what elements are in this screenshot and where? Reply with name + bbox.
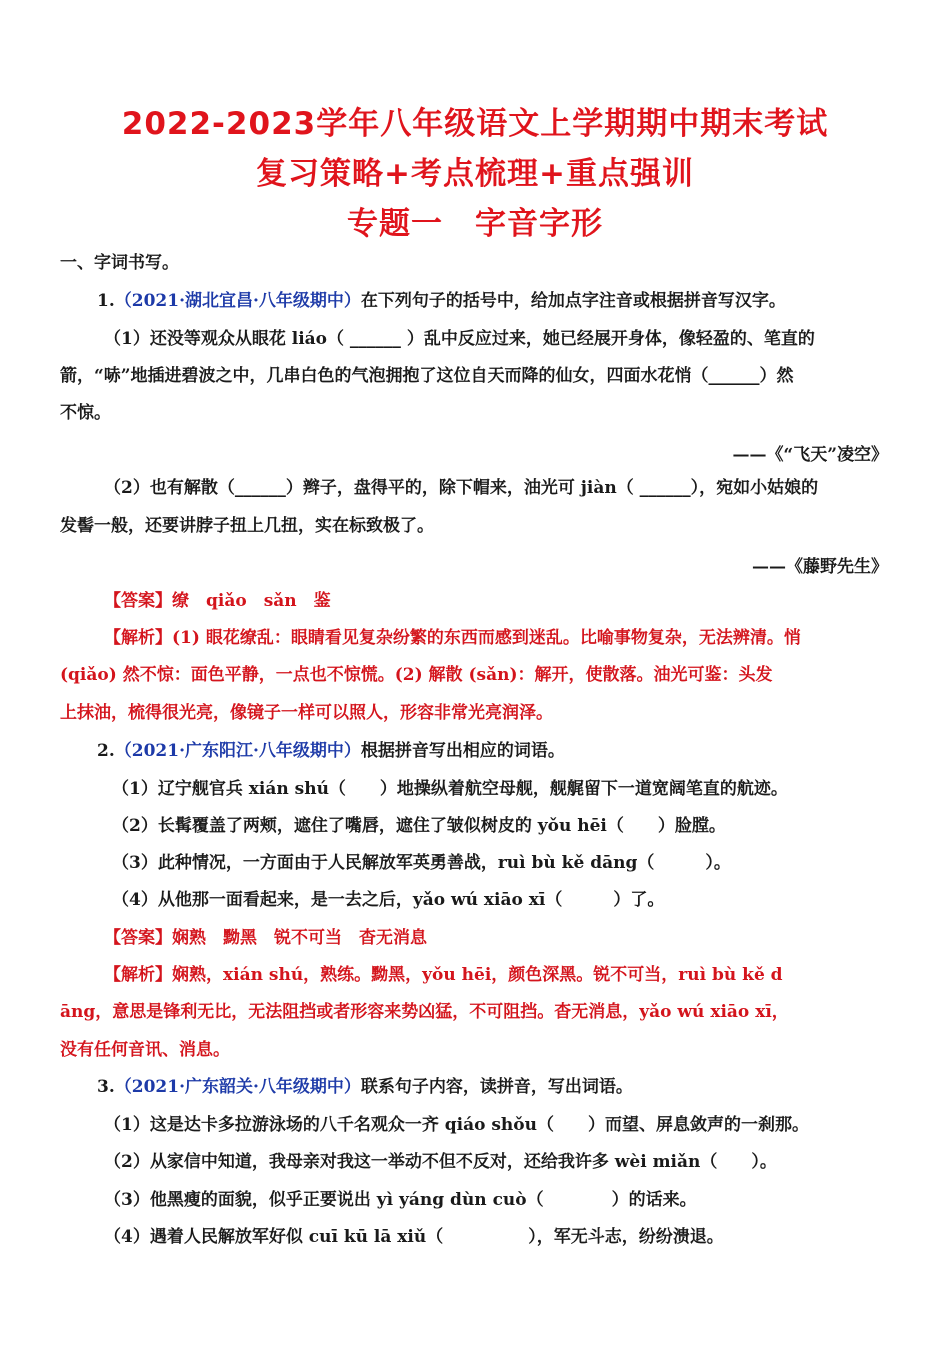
q2-item: （4）从他那一面看起来，是一去之后，yǎo wú xiāo xī（ ）了。 bbox=[112, 890, 665, 910]
q3-item: （4）遇着人民解放军好似 cuī kū lā xiǔ（ ），军无斗志，纷纷溃退。 bbox=[104, 1227, 724, 1247]
q1-text-line: 不惊。 bbox=[60, 403, 111, 423]
q1-citation: ——《藤野先生》 bbox=[752, 557, 888, 577]
title-topic: 专题一 字音字形 bbox=[347, 206, 603, 242]
question-source: （2021·广东阳江·八年级期中） bbox=[114, 741, 361, 761]
question-stem: 在下列句子的括号中，给加点字注音或根据拼音写汉字。 bbox=[360, 291, 786, 311]
question-source: （2021·湖北宜昌·八年级期中） bbox=[114, 291, 361, 311]
q3-item: （1）这是达卡多拉游泳场的八千名观众一齐 qiáo shǒu（ ）而望、屏息敛声的一刹那。 bbox=[104, 1115, 809, 1135]
q1-text-line: （2）也有解散（______）辫子，盘得平的，除下帽来，油光可 jiàn（ ______），宛如小姑娘的 bbox=[104, 478, 819, 498]
question-stem: 联系句子内容，读拼音，写出词语。 bbox=[360, 1077, 633, 1097]
q1-answer: 【答案】缭 qiǎo sǎn 鉴 bbox=[104, 591, 331, 611]
q1-text-line: 发髻一般，还要讲脖子扭上几扭，实在标致极了。 bbox=[60, 516, 434, 536]
q1-citation: ——《“飞天”凌空》 bbox=[732, 445, 888, 465]
question-stem: 根据拼音写出相应的词语。 bbox=[360, 741, 565, 761]
q2-item: （2）长髯覆盖了两颊，遮住了嘴唇，遮住了皱似树皮的 yǒu hēi（ ）脸膛。 bbox=[112, 816, 726, 836]
question-number: 1. bbox=[97, 291, 115, 311]
section-heading: 一、字词书写。 bbox=[60, 253, 179, 273]
q1-text-line: 箭，“哧”地插进碧波之中，几串白色的气泡拥抱了这位自天而降的仙女，四面水花悄（______）然 bbox=[60, 366, 794, 386]
q2-item: （3）此种情况，一方面由于人民解放军英勇善战，ruì bù kě dāng（ ）。 bbox=[112, 853, 731, 873]
q1-text-line: （1）还没等观众从眼花 liáo（ ______ ）乱中反应过来，她已经展开身体，像轻盈的、笔直的 bbox=[104, 329, 815, 349]
q2-answer: 【答案】娴熟 黝黑 锐不可当 杳无消息 bbox=[104, 928, 427, 948]
q1-analysis-line: 【解析】(1) 眼花缭乱：眼睛看见复杂纷繁的东西而感到迷乱。比喻事物复杂，无法辨清。悄 bbox=[104, 628, 801, 648]
question-number: 3. bbox=[97, 1077, 115, 1097]
question-3 bbox=[97, 1076, 633, 1098]
title-sub: 复习策略+考点梳理+重点强训 bbox=[256, 156, 694, 192]
q1-analysis-line: 上抹油，梳得很光亮，像镜子一样可以照人，形容非常光亮润泽。 bbox=[60, 703, 553, 723]
question-1 bbox=[97, 290, 786, 312]
q3-item: （2）从家信中知道，我母亲对我这一举动不但不反对，还给我许多 wèi miǎn（ ）。 bbox=[104, 1152, 777, 1172]
q2-analysis-line: 没有任何音讯、消息。 bbox=[60, 1040, 230, 1060]
question-number: 2. bbox=[97, 741, 115, 761]
q3-item: （3）他黑瘦的面貌，似乎正要说出 yì yáng dùn cuò（ ）的话来。 bbox=[104, 1190, 697, 1210]
q2-item: （1）辽宁舰官兵 xián shú（ ）地操纵着航空母舰，舰艉留下一道宽阔笔直的航迹。 bbox=[112, 779, 788, 799]
q2-analysis-line: 【解析】娴熟，xián shú，熟练。黝黑，yǒu hēi，颜色深黑。锐不可当，ruì bù kě d bbox=[104, 965, 783, 985]
question-source: （2021·广东韶关·八年级期中） bbox=[114, 1077, 361, 1097]
question-2 bbox=[97, 740, 565, 762]
q2-analysis-line: āng，意思是锋利无比，无法阻挡或者形容来势凶猛，不可阻挡。杳无消息，yǎo wú xiāo xī， bbox=[60, 1002, 789, 1022]
title-main: 2022-2023学年八年级语文上学期期中期末考试 bbox=[121, 106, 829, 142]
q1-analysis-line: (qiǎo) 然不惊：面色平静，一点也不惊慌。(2) 解散 (sǎn)：解开，使散落。油光可鉴：头发 bbox=[60, 665, 773, 685]
